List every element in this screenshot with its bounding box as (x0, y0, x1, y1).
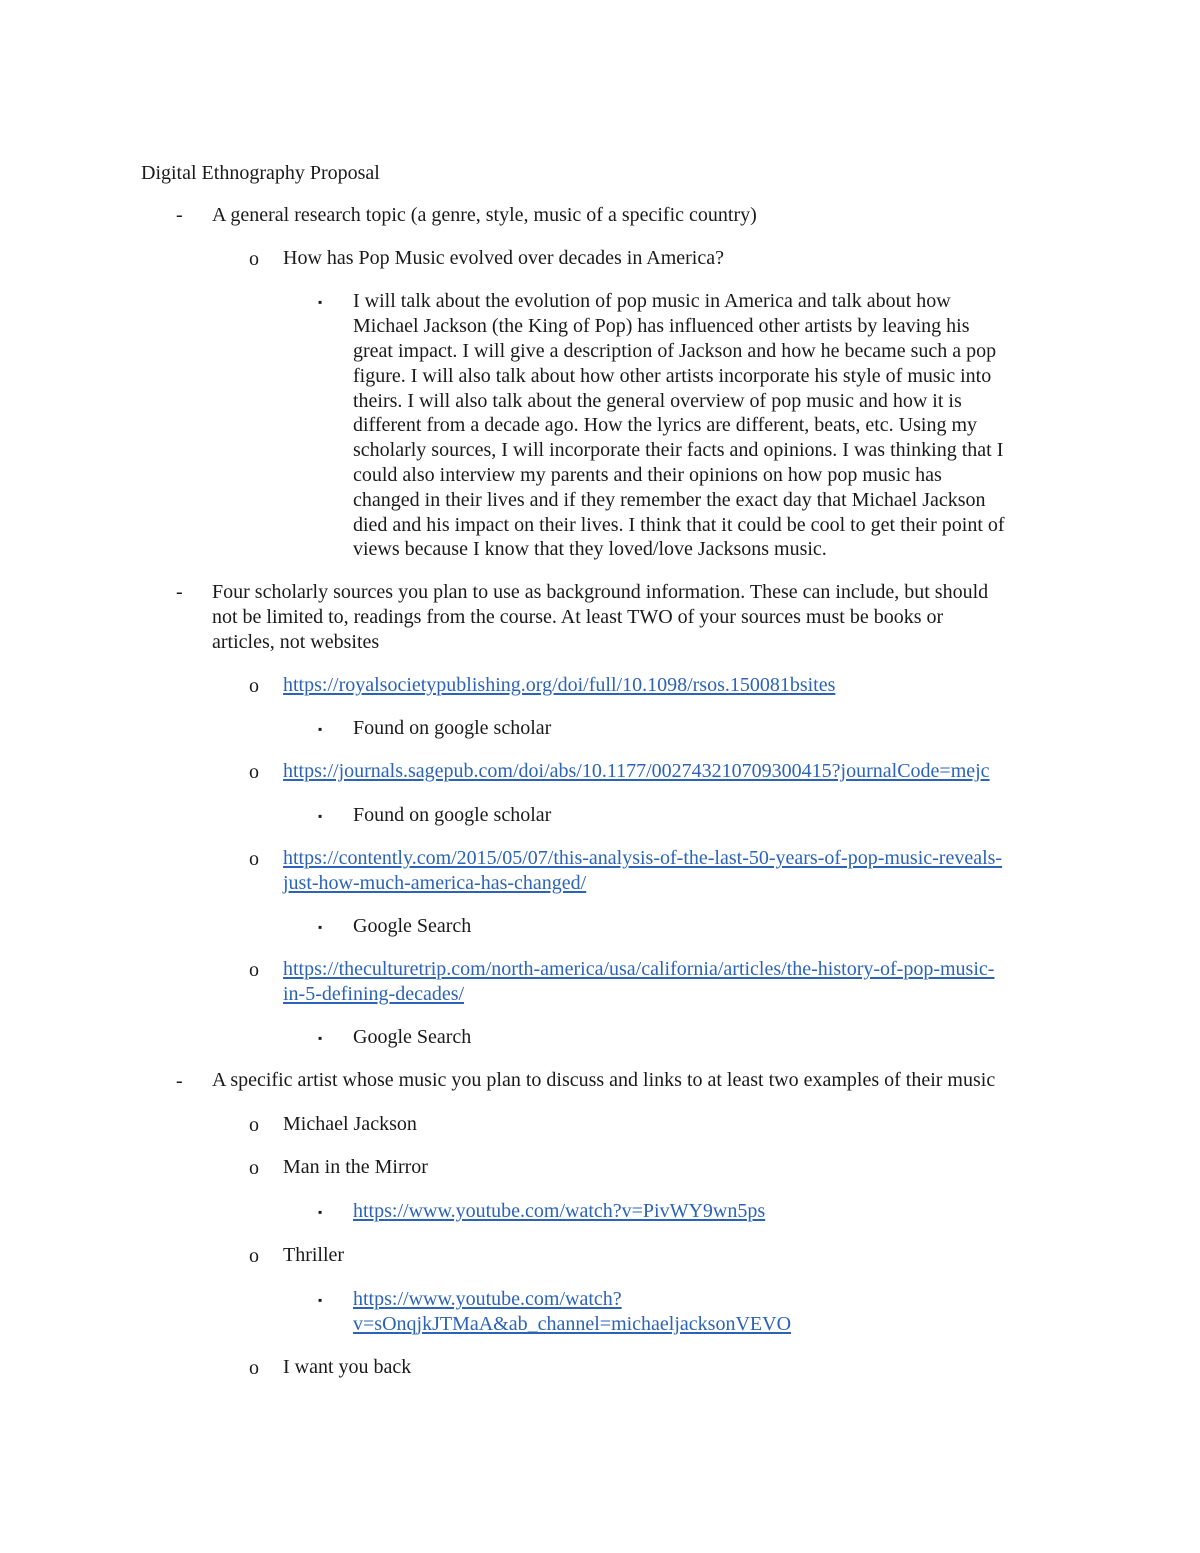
paragraph-line: theirs. I will also talk about the general overview of pop music and how it is (353, 390, 962, 412)
source-link[interactable]: https://royalsocietypublishing.org/doi/full/10.1098/rsos.150081bsites (283, 674, 836, 696)
dash-bullet: - (176, 204, 183, 226)
circle-bullet: o (249, 248, 259, 270)
square-bullet: ▪ (318, 1031, 323, 1045)
research-question: How has Pop Music evolved over decades in America? (283, 247, 724, 269)
song-link[interactable]: https://www.youtube.com/watch? (353, 1288, 622, 1310)
source-note: Found on google scholar (353, 804, 552, 826)
dash-bullet: - (176, 1070, 183, 1092)
paragraph-line: I will talk about the evolution of pop music in America and talk about how (353, 290, 951, 312)
circle-bullet: o (249, 1114, 259, 1136)
paragraph-line: views because I know that they loved/love Jacksons music. (353, 538, 827, 560)
paragraph-line: scholarly sources, I will incorporate their facts and opinions. I was thinking that I (353, 439, 1004, 461)
square-bullet: ▪ (318, 295, 323, 309)
source-link[interactable]: in-5-defining-decades/ (283, 983, 465, 1005)
square-bullet: ▪ (318, 809, 323, 823)
circle-bullet: o (249, 1245, 259, 1267)
song-title: I want you back (283, 1356, 412, 1378)
paragraph-line: great impact. I will give a description of Jackson and how he became such a pop (353, 340, 997, 362)
section-prompt-sources: Four scholarly sources you plan to use as background information. These can include, but should (212, 581, 989, 603)
circle-bullet: o (249, 1157, 259, 1179)
circle-bullet: o (249, 1357, 259, 1379)
paragraph-line: figure. I will also talk about how other artists incorporate his style of music into (353, 365, 992, 387)
song-title: Thriller (283, 1244, 345, 1266)
section-prompt-research-topic: A general research topic (a genre, style, music of a specific country) (212, 204, 757, 226)
dash-bullet: - (176, 581, 183, 603)
song-title: Man in the Mirror (283, 1156, 428, 1178)
song-link[interactable]: v=sOnqjkJTMaA&ab_channel=michaeljacksonVEVO (353, 1313, 792, 1335)
paragraph-line: different from a decade ago. How the lyrics are different, beats, etc. Using my (353, 414, 978, 436)
paragraph-line: died and his impact on their lives. I think that it could be cool to get their point of (353, 514, 1005, 536)
square-bullet: ▪ (318, 1205, 323, 1219)
section-prompt-sources: articles, not websites (212, 631, 380, 653)
artist-name: Michael Jackson (283, 1113, 417, 1135)
square-bullet: ▪ (318, 1293, 323, 1307)
circle-bullet: o (249, 848, 259, 870)
section-prompt-artist: A specific artist whose music you plan to discuss and links to at least two examples of their music (212, 1069, 996, 1091)
source-link[interactable]: https://journals.sagepub.com/doi/abs/10.1177/002743210709300415?journalCode=mejc (283, 760, 990, 782)
source-note: Google Search (353, 915, 472, 937)
document-title: Digital Ethnography Proposal (141, 162, 380, 184)
paragraph-line: could also interview my parents and their opinions on how pop music has (353, 464, 942, 486)
section-prompt-sources: not be limited to, readings from the course. At least TWO of your sources must be books or (212, 606, 944, 628)
paragraph-line: Michael Jackson (the King of Pop) has influenced other artists by leaving his (353, 315, 970, 337)
source-link[interactable]: just-how-much-america-has-changed/ (283, 872, 587, 894)
square-bullet: ▪ (318, 920, 323, 934)
circle-bullet: o (249, 959, 259, 981)
source-note: Found on google scholar (353, 717, 552, 739)
circle-bullet: o (249, 675, 259, 697)
source-link[interactable]: https://contently.com/2015/05/07/this-analysis-of-the-last-50-years-of-pop-music-reveals- (283, 847, 1003, 869)
source-link[interactable]: https://theculturetrip.com/north-america/usa/california/articles/the-history-of-pop-music- (283, 958, 995, 980)
paragraph-line: changed in their lives and if they remember the exact day that Michael Jackson (353, 489, 986, 511)
circle-bullet: o (249, 761, 259, 783)
square-bullet: ▪ (318, 722, 323, 736)
source-note: Google Search (353, 1026, 472, 1048)
song-link[interactable]: https://www.youtube.com/watch?v=PivWY9wn5ps (353, 1200, 766, 1222)
